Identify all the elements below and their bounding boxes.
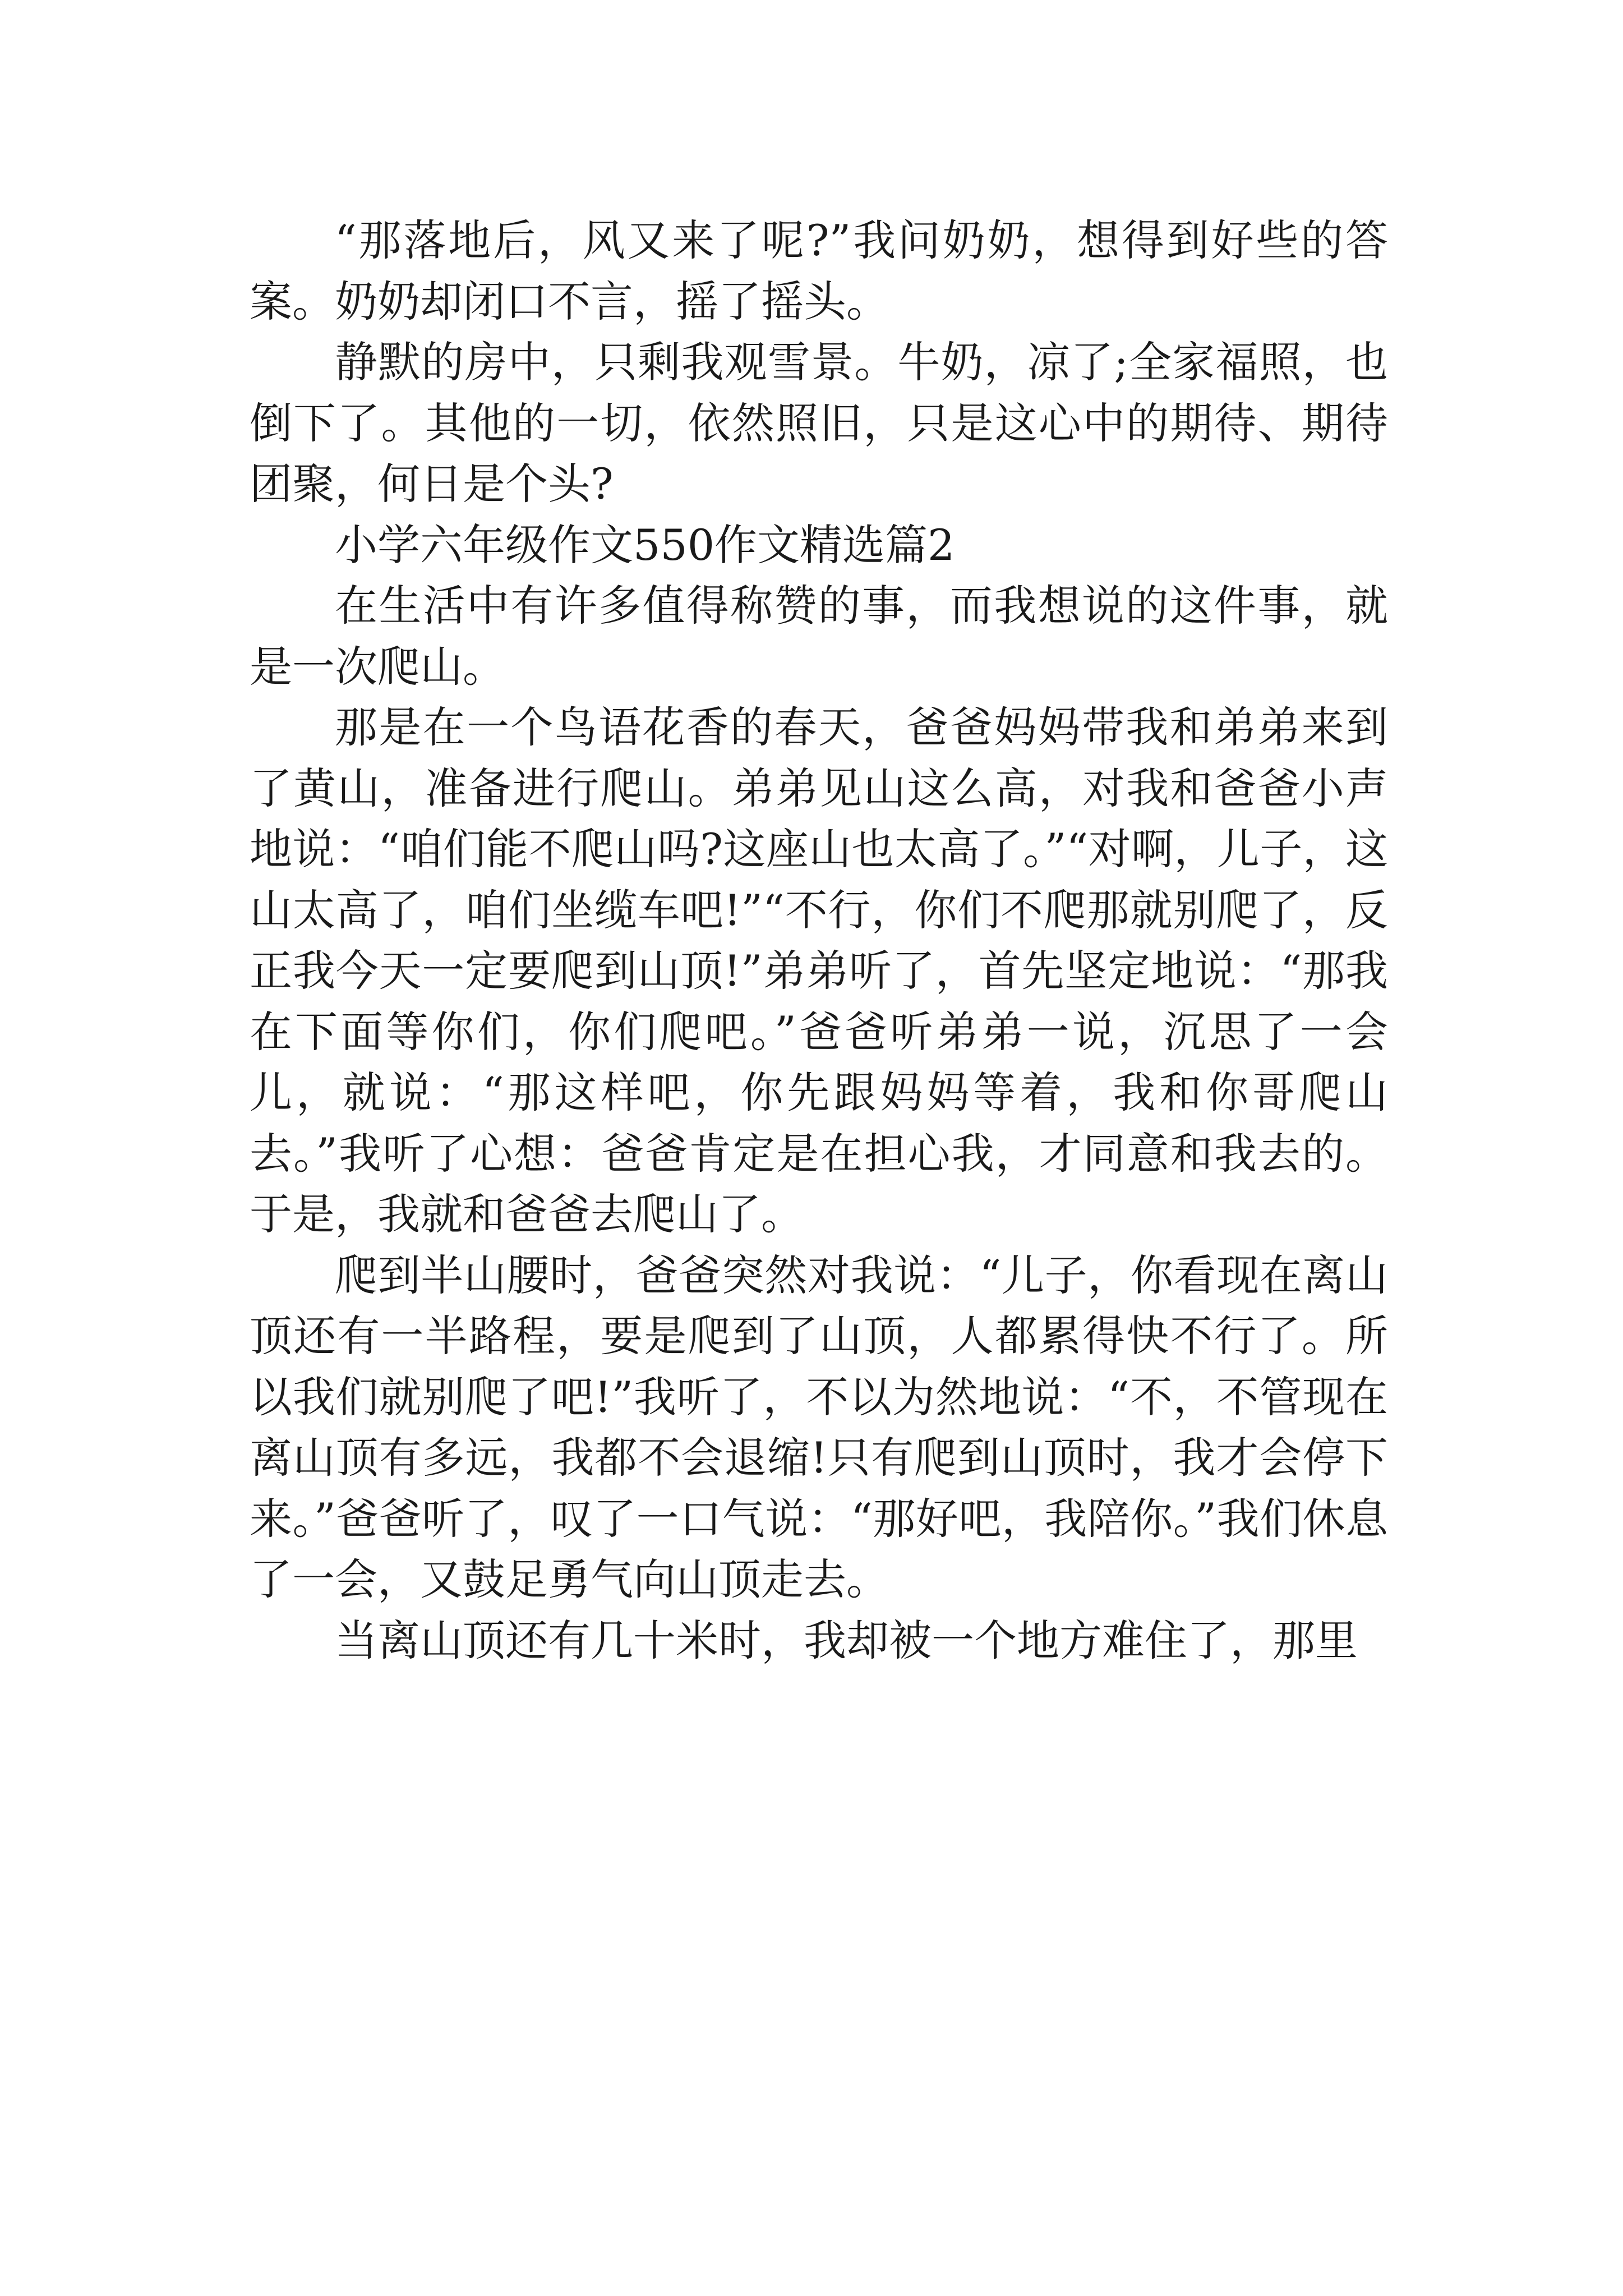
document-body [250,210,1388,1671]
paragraph-5: 爬到半山腰时，爸爸突然对我说：“儿子，你看现在离山顶还有一半路程，要是爬到了山顶，人都累得快不行了。所以我们就别爬了吧!”我听了，不以为然地说：“不，不管现在离山顶有多远，我都不会退缩!只有爬到山顶时，我才会停下来。”爸爸听了，叹了一口气说：“那好吧，我陪你。”我们休息了一会，又鼓足勇气向山顶走去。 [250,1250,1388,1604]
section-heading: 小学六年级作文550作文精选篇2 [335,519,955,570]
paragraph-2: 静默的房中，只剩我观雪景。牛奶，凉了;全家福照，也倒下了。其他的一切，依然照旧，只是这心中的期待、期待团聚，何日是个头? [250,337,1388,509]
paragraph-1: “那落地后，风又来了呢?”我问奶奶，想得到好些的答案。奶奶却闭口不言，摇了摇头。 [250,215,1388,326]
paragraph-3: 在生活中有许多值得称赞的事，而我想说的这件事，就是一次爬山。 [250,581,1388,692]
paragraph-6: 当离山顶还有几十米时，我却被一个地方难住了，那里 [335,1615,1358,1665]
paragraph-4: 那是在一个鸟语花香的春天，爸爸妈妈带我和弟弟来到了黄山，准备进行爬山。弟弟见山这么高，对我和爸爸小声地说：“咱们能不爬山吗?这座山也太高了。”“对啊，儿子，这山太高了，咱们坐缆车吧!”“不行，你们不爬那就别爬了，反正我今天一定要爬到山顶!”弟弟听了，首先坚定地说：“那我在下面等你们，你们爬吧。”爸爸听弟弟一说，沉思了一会儿，就说：“那这样吧，你先跟妈妈等着，我和你哥爬山去。”我听了心想：爸爸肯定是在担心我，才同意和我去的。于是，我就和爸爸去爬山了。 [250,702,1388,1239]
